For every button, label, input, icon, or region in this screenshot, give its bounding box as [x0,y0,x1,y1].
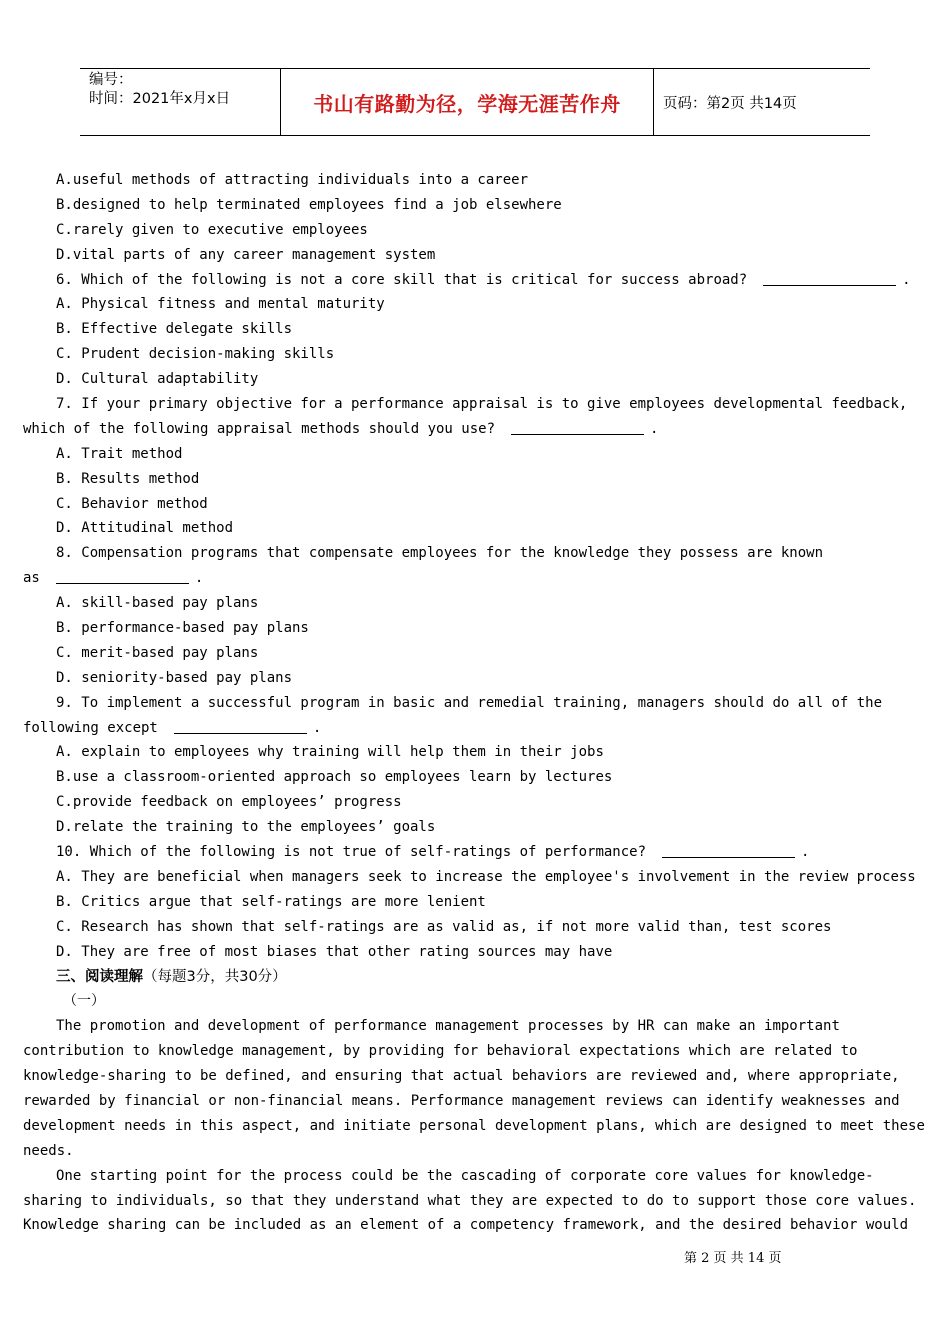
question-9-line-1: 9. To implement a successful program in basic and remedial training, managers should do all of the [56,694,883,711]
option-line: D.relate the training to the employees’ goals [56,819,436,836]
option-line: A. Trait method [56,445,183,462]
passage-line: needs. [23,1142,74,1159]
option-line: C. Research has shown that self-ratings are as valid as, if not more valid than, test scores [56,918,832,935]
option-line: A. skill-based pay plans [56,595,259,612]
question-7-line-2 [23,417,923,442]
answer-blank[interactable] [174,719,307,734]
option-line: D. They are free of most biases that other rating sources may have [56,943,613,960]
option-line: C. Behavior method [56,495,208,512]
answer-blank[interactable] [662,843,795,858]
passage-line: rewarded by financial or non-financial means. Performance management reviews can identify weaknesses and [23,1092,900,1109]
page-header [80,68,870,136]
passage-line: contribution to knowledge management, by providing for behavioral expectations which are related to [23,1043,858,1060]
option-line: C.provide feedback on employees’ progress [56,794,402,811]
answer-blank[interactable] [511,420,644,435]
section-title: 三、阅读理解 [56,968,143,985]
passage-line: sharing to individuals, so that they understand what they are expected to do to support those core values. [23,1192,917,1209]
passage-line: Knowledge sharing can be included as an element of a competency framework, and the desired behavior would [23,1217,909,1234]
time-label: 时间：2021年x月x日 [89,91,231,107]
option-line: B. Effective delegate skills [56,321,293,338]
question-text: which of the following appraisal methods should you use? [23,420,496,437]
option-line: A. explain to employees why training will help them in their jobs [56,744,604,761]
section-heading [23,965,923,990]
option-line: B. Critics argue that self-ratings are more lenient [56,893,486,910]
header-page-code: 页码：第2页 共14页 [663,95,797,112]
header-meta [80,69,281,135]
number-label: 编号： [89,72,133,88]
period: . [194,570,204,587]
passage-line: development needs in this aspect, and initiate personal development plans, which are designed to meet these [23,1117,925,1134]
passage-line: The promotion and development of performance management processes by HR can make an important [56,1018,840,1035]
period: . [902,271,911,288]
option-line: D. Cultural adaptability [56,371,259,388]
question-text: 10. Which of the following is not true of self-ratings of performance? [56,844,647,861]
question-7-line-1: 7. If your primary objective for a performance appraisal is to give employees developmental feedback, [56,396,908,413]
period: . [650,420,659,437]
page-footer: 第 2 页 共 14 页 [684,1251,782,1266]
answer-blank[interactable] [763,271,896,286]
section-score: （每题3分，共30分） [143,968,287,985]
option-line: D. Attitudinal method [56,520,234,537]
passage-line: One starting point for the process could be the cascading of corporate core values for knowledge- [56,1167,874,1184]
question-10 [23,840,923,865]
question-text: 6. Which of the following is not a core skill that is critical for success abroad? [56,271,748,288]
question-9-line-2 [23,716,923,741]
option-line: A. Physical fitness and mental maturity [56,296,385,313]
period: . [312,719,322,736]
period: . [801,844,810,861]
passage-line: knowledge-sharing to be defined, and ensuring that actual behaviors are reviewed and, where appropriate, [23,1068,900,1085]
answer-blank[interactable] [56,569,189,584]
option-line: B. performance-based pay plans [56,620,309,637]
option-line: C.rarely given to executive employees [56,221,368,238]
option-line: B.designed to help terminated employees find a job elsewhere [56,196,562,213]
option-line: A.useful methods of attracting individuals into a career [56,172,529,188]
question-text: as [23,570,40,587]
question-text: following except [23,719,158,736]
option-line: A. They are beneficial when managers seek to increase the employee's involvement in the review process [56,868,916,885]
option-line: C. Prudent decision-making skills [56,346,335,363]
option-line: D.vital parts of any career management system [56,246,436,263]
question-8-line-2 [23,566,923,591]
option-line: C. merit-based pay plans [56,644,259,661]
document-body [23,168,923,1238]
header-motto: 书山有路勤为径，学海无涯苦作舟 [281,69,654,135]
question-8-line-1: 8. Compensation programs that compensate employees for the knowledge they possess are known [56,545,824,562]
question-6 [23,268,923,293]
option-line: B. Results method [56,470,200,487]
part-label: （一） [63,993,105,1010]
option-line: B.use a classroom-oriented approach so employees learn by lectures [56,769,613,786]
option-line: D. seniority-based pay plans [56,669,293,686]
